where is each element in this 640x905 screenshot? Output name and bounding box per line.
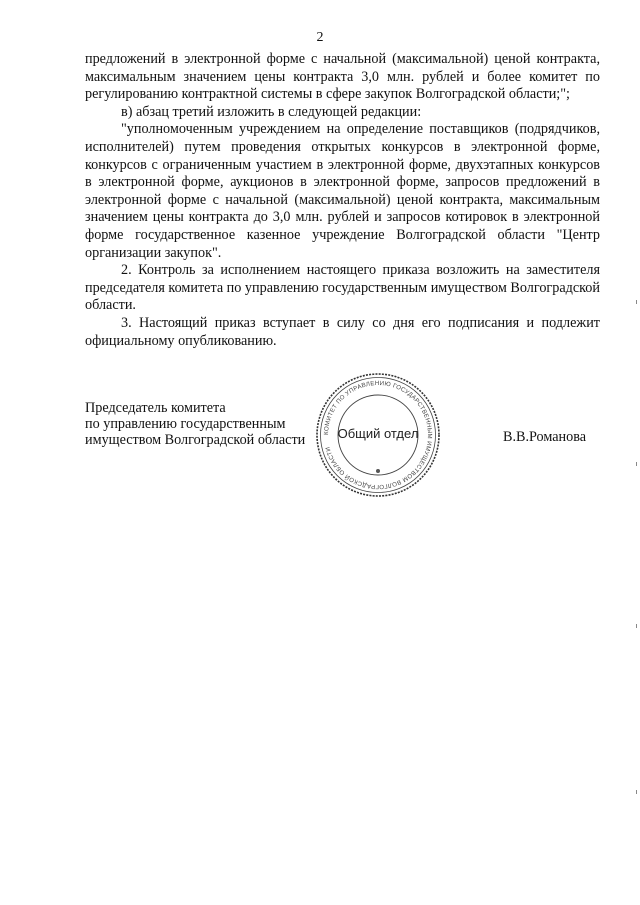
paragraph-item-2: 2. Контроль за исполнением настоящего приказа возложить на заместителя председателя комитета по управлению государственным имуществом Волгоградской области.	[85, 262, 600, 314]
page-number: 2	[316, 30, 324, 45]
paragraph-subitem-v: в) абзац третий изложить в следующей редакции:	[121, 103, 422, 120]
scan-mark	[636, 790, 637, 794]
official-stamp	[314, 371, 442, 499]
document-body	[85, 51, 600, 350]
stamp-star-icon	[376, 469, 380, 473]
paragraph-item-3: 3. Настоящий приказ вступает в силу со дня его подписания и подлежит официальному опубликованию.	[85, 314, 600, 349]
signatory-name: В.В.Романова	[503, 429, 587, 445]
paragraph-new-wording: "уполномоченным учреждением на определение поставщиков (подрядчиков, исполнителей) путем проведения открытых конкурсов в электронной форме, конкурсов с ограниченным участием в электронной форме, двухэтапных конкурсов в электронной форме, аукционов в электронной форме, запросов предложений в электронной форме с начальной (максимальной) ценой контракта, максимальным значением цены контракта до 3,0 млн. рублей и запросов котировок в электронной форме государственное казенное учреждение Волгоградской области "Центр организации закупок".	[85, 121, 600, 261]
paragraph-continuation: предложений в электронной форме с начальной (максимальной) ценой контракта, максимальным значением цены контракта 3,0 млн. рублей и более комитет по регулированию контрактной системы в сфере закупок Волгоградской области;";	[85, 51, 600, 103]
stamp-center-text: Общий отдел	[337, 426, 419, 441]
signatory-title	[85, 400, 305, 448]
scan-mark	[636, 624, 637, 628]
scan-mark	[636, 462, 637, 466]
stamp-ring-text: КОМИТЕТ ПО УПРАВЛЕНИЮ ГОСУДАРСТВЕННЫМ ИМУЩЕСТВОМ ВОЛГОГРАДСКОЙ ОБЛАСТИ	[322, 379, 434, 491]
signatory-title-line: Председатель комитета	[85, 400, 226, 416]
scan-mark	[636, 300, 637, 304]
signatory-title-line: по управлению государственным	[85, 416, 286, 432]
signatory-title-line: имуществом Волгоградской области	[85, 432, 306, 448]
